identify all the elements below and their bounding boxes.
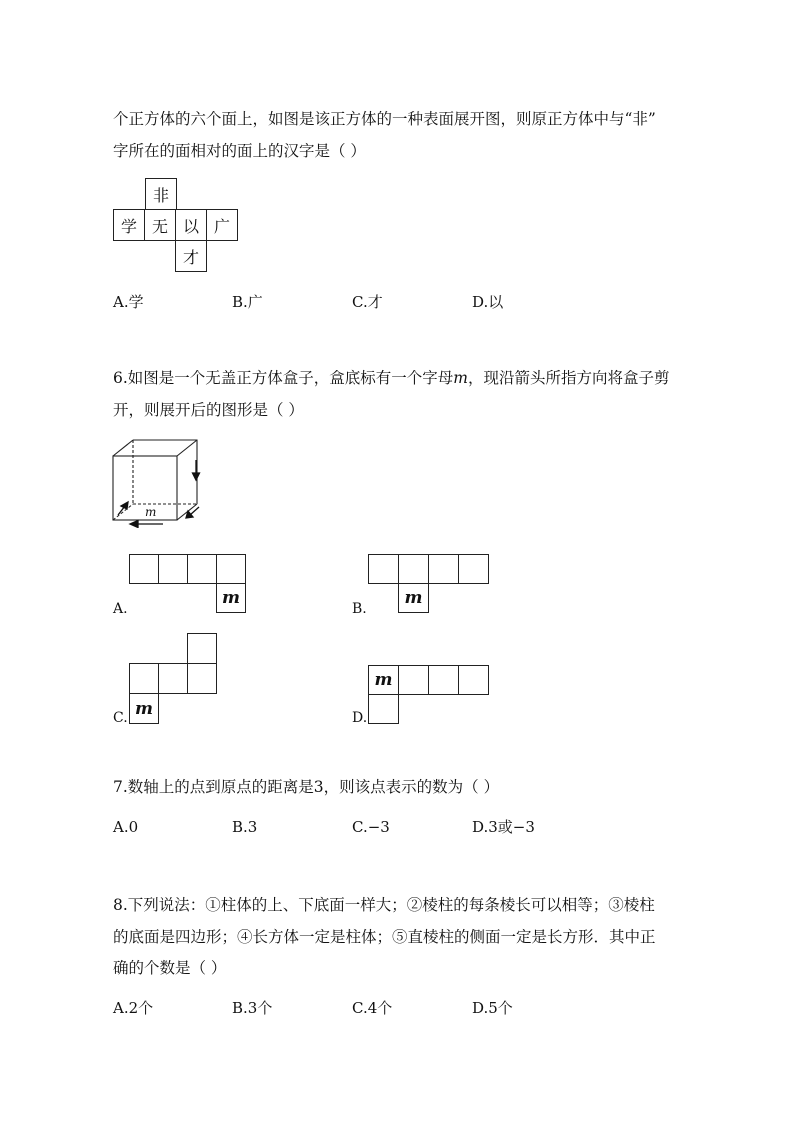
net-cell-xue: 学 xyxy=(113,209,145,241)
net-d-cell-m: m xyxy=(368,665,399,695)
net-d-cell-2 xyxy=(398,665,429,695)
net-b-cell-3 xyxy=(428,554,459,584)
q7-option-a[interactable]: A.0 xyxy=(113,818,139,836)
q8-stem-line-3: 确的个数是（ ） xyxy=(113,959,227,977)
q5-option-d[interactable]: D.以 xyxy=(472,293,504,311)
q8-option-b[interactable]: B.3个 xyxy=(232,999,273,1017)
net-cell-cai: 才 xyxy=(175,240,207,272)
net-a-cell-2 xyxy=(158,554,188,584)
q6-stem-part-1: 6.如图是一个无盖正方体盒子，盒底标有一个字母 xyxy=(113,369,454,387)
net-cell-fei: 非 xyxy=(145,178,177,210)
q6-open-cube-figure xyxy=(108,436,208,528)
q6-option-a-label: A. xyxy=(113,601,128,617)
q7-option-c[interactable]: C.−3 xyxy=(352,818,390,836)
q5-cube-net xyxy=(113,178,239,272)
net-c-cell-m: m xyxy=(129,693,159,724)
net-b-cell-2 xyxy=(398,554,429,584)
q6-option-b-label: B. xyxy=(352,601,367,617)
q8-stem-line-2: 的底面是四边形；④长方体一定是柱体；⑤直棱柱的侧面一定是长方形．其中正 xyxy=(113,928,656,946)
q6-option-d[interactable] xyxy=(352,665,492,727)
q6-stem-line-1 xyxy=(113,367,670,389)
q8-option-a[interactable]: A.2个 xyxy=(113,999,154,1017)
q8-stem-line-1: 8.下列说法：①柱体的上、下底面一样大；②棱柱的每条棱长可以相等；③棱柱 xyxy=(113,896,655,914)
q6-option-c[interactable] xyxy=(113,633,253,727)
q7-stem: 7.数轴上的点到原点的距离是3，则该点表示的数为（ ） xyxy=(113,778,500,796)
q6-option-d-label: D. xyxy=(352,710,368,726)
net-b-cell-m: m xyxy=(398,583,429,613)
net-a-cell-3 xyxy=(187,554,217,584)
net-a-cell-m: m xyxy=(216,583,246,613)
q8-option-c[interactable]: C.4个 xyxy=(352,999,393,1017)
q6-stem-line-2: 开，则展开后的图形是（ ） xyxy=(113,401,304,419)
net-b-cell-4 xyxy=(458,554,489,584)
net-a-cell-1 xyxy=(129,554,159,584)
q6-stem-part-2: ，现沿箭头所指方向将盒子剪 xyxy=(468,369,670,387)
net-d-cell-4 xyxy=(458,665,489,695)
q5-stem-line-1: 个正方体的六个面上，如图是该正方体的一种表面展开图，则原正方体中与“非” xyxy=(113,110,656,128)
net-cell-guang: 广 xyxy=(206,209,238,241)
q5-option-b[interactable]: B.广 xyxy=(232,293,263,311)
q6-option-a[interactable] xyxy=(113,554,253,616)
net-c-cell-3 xyxy=(187,663,217,694)
q6-stem-letter-m: m xyxy=(453,369,468,387)
net-c-cell-2 xyxy=(158,663,188,694)
q6-cube-letter: m xyxy=(145,505,157,519)
q7-option-d[interactable]: D.3或−3 xyxy=(472,818,535,836)
net-d-cell-bottom xyxy=(368,694,399,724)
net-b-cell-1 xyxy=(368,554,399,584)
q5-stem-line-2: 字所在的面相对的面上的汉字是（ ） xyxy=(113,142,366,160)
net-c-cell-top xyxy=(187,633,217,664)
net-a-cell-4 xyxy=(216,554,246,584)
net-cell-yi: 以 xyxy=(175,209,207,241)
q5-option-c[interactable]: C.才 xyxy=(352,293,383,311)
net-d-cell-3 xyxy=(428,665,459,695)
q5-option-a[interactable]: A.学 xyxy=(113,293,144,311)
net-c-cell-1 xyxy=(129,663,159,694)
q7-option-b[interactable]: B.3 xyxy=(232,818,258,836)
q8-option-d[interactable]: D.5个 xyxy=(472,999,513,1017)
q6-option-b[interactable] xyxy=(352,554,492,616)
net-cell-wu: 无 xyxy=(144,209,176,241)
q6-option-c-label: C. xyxy=(113,710,128,726)
